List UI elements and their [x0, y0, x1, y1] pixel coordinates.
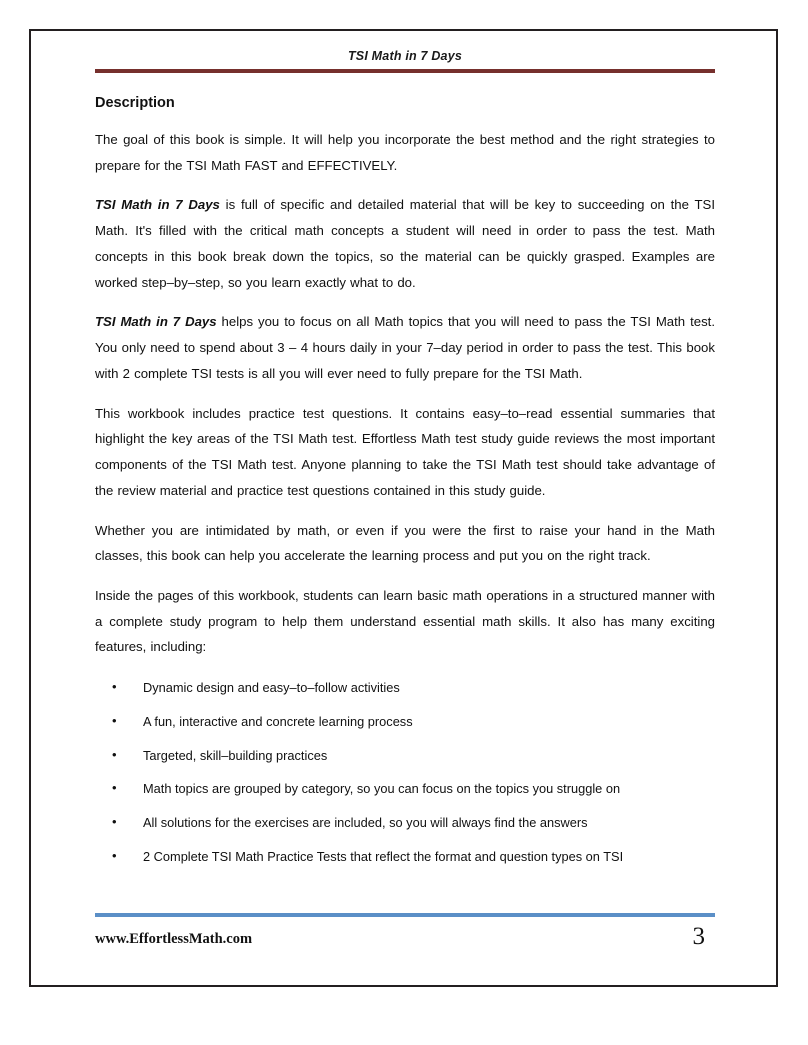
- page-title: Description: [95, 95, 175, 111]
- list-item-label: A fun, interactive and concrete learning process: [143, 713, 413, 729]
- page-footer: [95, 923, 715, 963]
- paragraph-5: [95, 518, 715, 569]
- bullet-icon: •: [112, 780, 117, 796]
- header-divider: [95, 69, 715, 73]
- paragraph-3-lead-title: TSI Math in 7 Days: [95, 314, 217, 330]
- list-item-label: 2 Complete TSI Math Practice Tests that reflect the format and question types on TSI: [143, 848, 624, 864]
- list-item-label: Dynamic design and easy–to–follow activities: [143, 680, 400, 696]
- bullet-icon: •: [112, 813, 117, 829]
- list-item: [95, 712, 715, 731]
- bullet-icon: •: [112, 847, 117, 863]
- paragraph-3-text: helps you to focus on all Math topics that you will need to pass the TSI Math test. You only need to spend about 3 – 4 hours daily in your 7–day period in order to pass the test. This book with 2 complete TSI tests is all you will ever need to fully prepare for the TSI Math.: [95, 314, 715, 381]
- paragraph-3: [95, 309, 715, 386]
- list-item: [95, 746, 715, 765]
- paragraph-4: [95, 401, 715, 504]
- paragraph-6-text: Inside the pages of this workbook, students can learn basic math operations in a structured manner with a complete study program to help them understand essential math skills. It also has many exciting features, including:: [95, 588, 715, 655]
- list-item: [95, 813, 715, 832]
- bullet-icon: •: [112, 679, 117, 695]
- list-item-label: Targeted, skill–building practices: [143, 747, 328, 763]
- paragraph-2-text: is full of specific and detailed material that will be key to succeeding on the TSI Math. It's filled with the critical math concepts a student will need in order to pass the test. Math concepts in this book break down the topics, so the material can be quickly grasped. Examples are worked step–by–step, so you learn exactly what to do.: [95, 197, 715, 290]
- paragraph-4-text: This workbook includes practice test questions. It contains easy–to–read essential summaries that highlight the key areas of the TSI Math test. Effortless Math test study guide reviews the most important components of the TSI Math test. Anyone planning to take the TSI Math test should take advantage of the review material and practice test questions contained in this study guide.: [95, 405, 715, 498]
- page-frame: [29, 29, 778, 987]
- paragraph-2: [95, 192, 715, 295]
- paragraph-1-text: The goal of this book is simple. It will help you incorporate the best method and the right strategies to prepare for the TSI Math FAST and EFFECTIVELY.: [95, 132, 715, 173]
- list-item: [95, 779, 715, 798]
- paragraph-6: [95, 583, 715, 660]
- list-item-label: Math topics are grouped by category, so you can focus on the topics you struggle on: [143, 781, 621, 797]
- list-item: [95, 847, 715, 866]
- running-header-title: TSI Math in 7 Days: [347, 49, 463, 63]
- footer-website: www.EffortlessMath.com: [95, 931, 253, 947]
- page-number: 3: [692, 923, 705, 950]
- list-item: [95, 678, 715, 697]
- bullet-icon: •: [112, 746, 117, 762]
- page-content: [95, 49, 715, 971]
- paragraph-2-lead-title: TSI Math in 7 Days: [95, 197, 220, 213]
- list-item-label: All solutions for the exercises are included, so you will always find the answers: [143, 814, 588, 830]
- paragraph-1: [95, 127, 715, 178]
- bullet-icon: •: [112, 712, 117, 728]
- footer-divider: [95, 913, 715, 917]
- paragraph-5-text: Whether you are intimidated by math, or even if you were the first to raise your hand in the Math classes, this book can help you accelerate the learning process and put you on the right track.: [95, 522, 715, 564]
- features-list: [95, 678, 715, 866]
